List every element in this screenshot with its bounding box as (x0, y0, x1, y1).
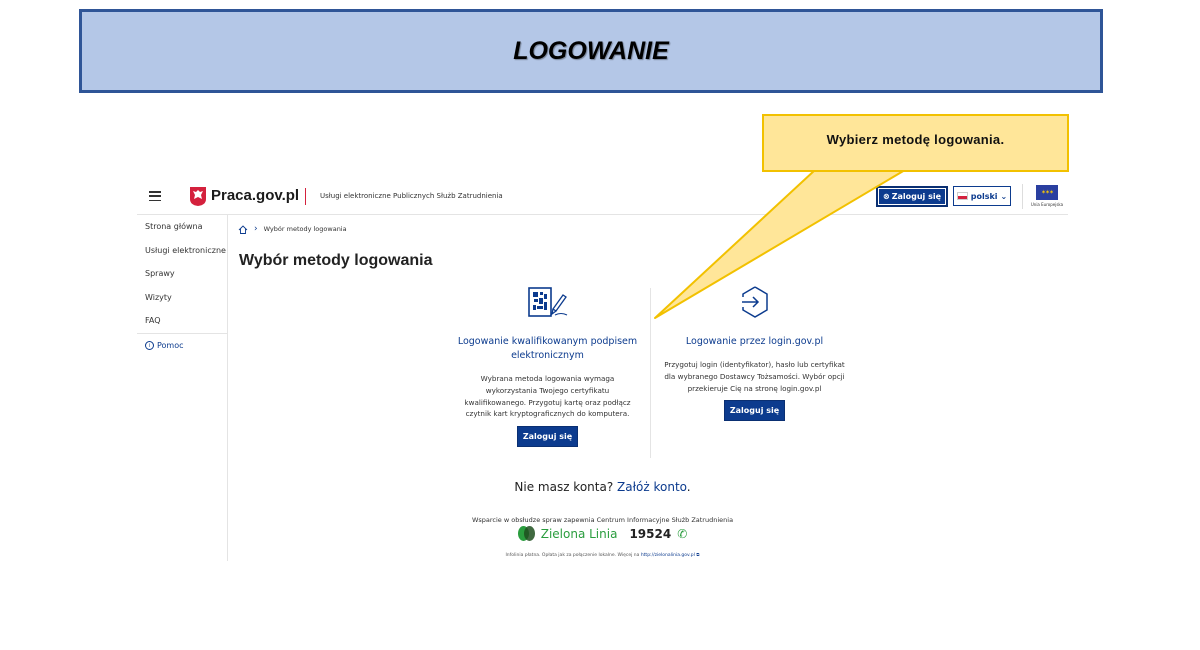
eu-label: Unia Europejska (1030, 202, 1064, 207)
service-name: Usługi elektroniczne Publicznych Służb Zatrudnienia (320, 192, 503, 200)
external-link-icon: ⧉ (696, 553, 700, 558)
header-login-label: Zaloguj się (891, 192, 942, 201)
page-title: Wybór metody logowania (239, 252, 433, 269)
no-account-text: Nie masz konta? (514, 480, 614, 494)
callout-box (762, 114, 1069, 172)
user-circle-icon: ⊗ (882, 192, 890, 201)
site-logo[interactable]: Praca.gov.pl (211, 187, 300, 204)
hotline-name: Zielona Linia (540, 526, 618, 541)
hotline-info-text: Infolinia płatna. Opłata jak za połączenie lokalne. Więcej na (505, 553, 640, 558)
language-label: polski (970, 191, 998, 201)
sidebar-item-e-services[interactable]: Usługi elektroniczne (145, 245, 226, 255)
help-label: Pomoc (157, 341, 184, 350)
method-title[interactable]: Logowanie przez login.gov.pl (685, 336, 824, 347)
info-icon: i (145, 341, 154, 350)
sidebar-item-home[interactable]: Strona główna (145, 222, 203, 232)
breadcrumb-current: Wybór metody logowania (263, 225, 347, 233)
eu-flag-icon: ✶✶✶ (1036, 185, 1058, 200)
support-text: Wsparcie w obsłudze spraw zapewnia Centrum Informacyjne Służb Zatrudnienia (471, 516, 734, 524)
slide-title: LOGOWANIE (513, 36, 669, 65)
sidebar-item-faq[interactable]: FAQ (145, 316, 161, 326)
sidebar-item-visits[interactable]: Wizyty (145, 292, 172, 302)
callout-text: Wybierz metodę logowania. (826, 132, 1005, 147)
qualified-signature-login-button[interactable]: Zaloguj się (517, 426, 578, 447)
chevron-down-icon: ⌄ (1000, 191, 1008, 201)
hotline-info-link[interactable]: http://zielonalinia.gov.pl (640, 553, 695, 558)
no-account-period: . (686, 480, 691, 494)
chevron-right-icon: › (254, 224, 258, 234)
login-gov-login-button[interactable]: Zaloguj się (724, 400, 785, 421)
create-account-link[interactable]: Załóż konto (617, 480, 687, 494)
sidebar-item-cases[interactable]: Sprawy (145, 269, 175, 279)
method-description: Przygotuj login (identyfikator), hasło lub certyfikat dla wybranego Dostawcy Tożsamości. Wybór opcji przekieruje Cię na stronę login.gov.pl (664, 360, 845, 393)
phone-icon: ✆ (677, 526, 688, 541)
method-description: Wybrana metoda logowania wymaga wykorzystania Twojego certyfikatu kwalifikowanego. Przygotuj kartę oraz podłącz czytnik kart kryptograficznych do komputera. (464, 374, 631, 419)
hotline-number[interactable]: 19524 (629, 526, 672, 541)
method-title[interactable]: Logowanie kwalifikowanym podpisem elektronicznym (457, 336, 638, 361)
